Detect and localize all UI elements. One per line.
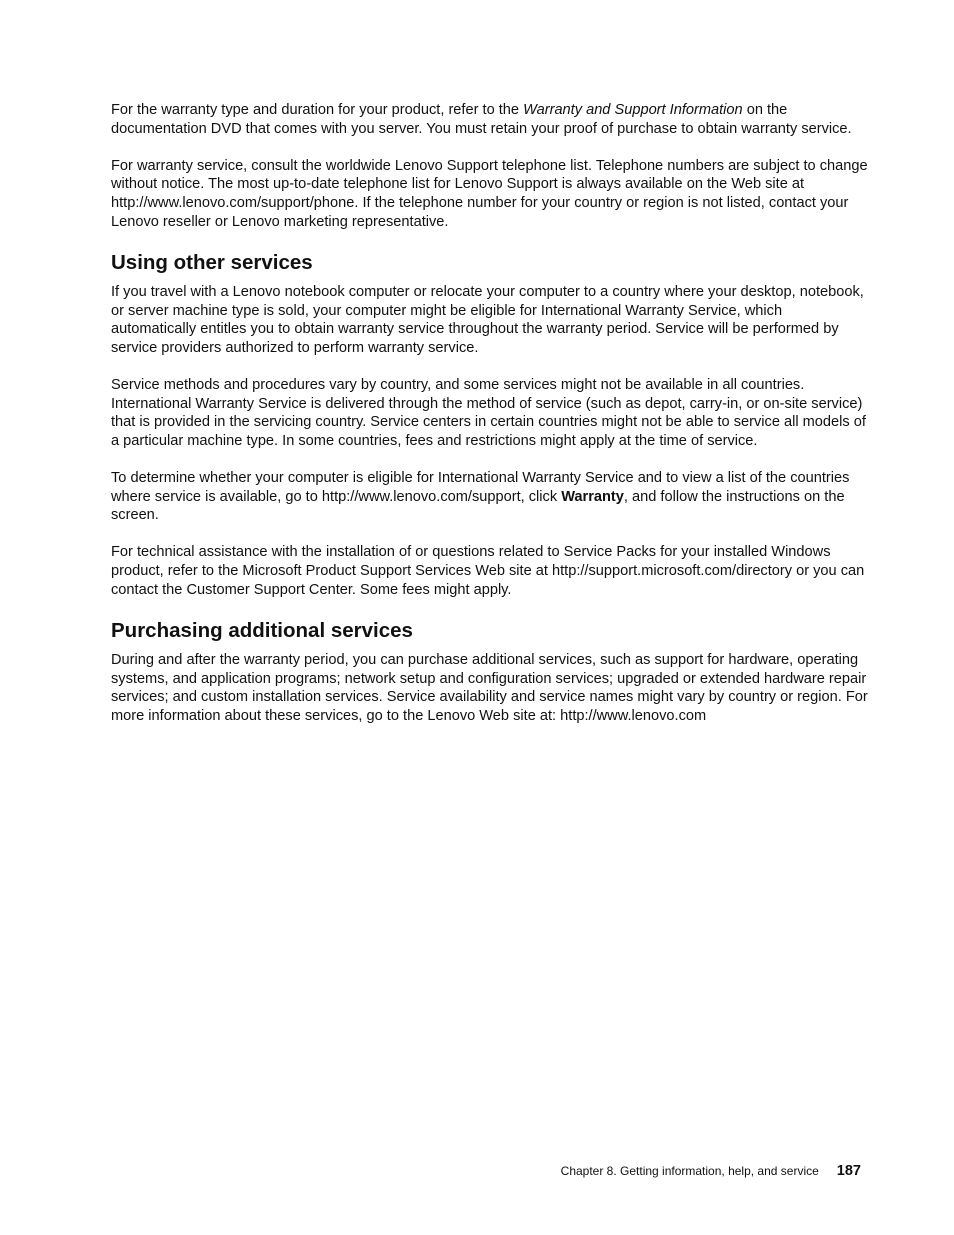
eligibility-paragraph <box>111 469 871 525</box>
eligibility-text-start: To determine whether your computer is eligible for International Warranty Service and to view a list of the countries where service is available, go to http://www.lenovo.com/support, click <box>111 470 850 505</box>
footer-chapter-title: Chapter 8. Getting information, help, and service <box>560 1164 819 1178</box>
technical-assistance-paragraph: For technical assistance with the installation of or questions related to Service Packs for your installed Windows product, refer to the Microsoft Product Support Services Web site at http://support.microsoft.com/directory or you can contact the Customer Support Center. Some fees might apply. <box>111 544 865 598</box>
page-footer <box>561 1163 861 1179</box>
warranty-doc-title: Warranty and Support Information <box>523 102 743 118</box>
service-methods-paragraph: Service methods and procedures vary by country, and some services might not be available in all countries. International Warranty Service is delivered through the method of service (such as depot, carry-in, or on-site service) that is provided in the servicing country. Service centers in certain countries might not be able to service all models of a particular machine type. In some countries, fees and restrictions might apply at the time of service. <box>111 377 866 449</box>
heading-purchasing-additional-services: Purchasing additional services <box>111 619 413 643</box>
page-number: 187 <box>836 1163 861 1179</box>
warranty-service-paragraph: For warranty service, consult the worldwide Lenovo Support telephone list. Telephone numbers are subject to change without notice. The most up-to-date telephone list for Lenovo Support is always available on the Web site at http://www.lenovo.com/support/phone. If the telephone number for your country or region is not listed, contact your Lenovo reseller or Lenovo marketing representative. <box>111 157 868 230</box>
warranty-type-text-end: on the documentation DVD that comes with you server. You must retain your proof of purchase to obtain warranty service. <box>111 102 852 137</box>
warranty-link-label: Warranty <box>561 488 624 505</box>
eligibility-text-end: , and follow the instructions on the screen. <box>111 488 845 524</box>
heading-using-other-services: Using other services <box>111 251 313 275</box>
additional-services-paragraph: During and after the warranty period, you can purchase additional services, such as support for hardware, operating systems, and application programs; network setup and configuration services; upgraded or extended hardware repair services; and custom installation services. Service availability and service names might vary by country or region. For more information about these services, go to the Lenovo Web site at: http://www.lenovo.com <box>111 652 868 725</box>
page-content <box>111 101 871 726</box>
international-warranty-paragraph: If you travel with a Lenovo notebook computer or relocate your computer to a country where your desktop, notebook, or server machine type is sold, your computer might be eligible for International Warranty Service, which automatically entitles you to obtain warranty service throughout the warranty period. Service will be performed by service providers authorized to perform warranty service. <box>111 284 864 356</box>
warranty-type-paragraph <box>111 101 871 138</box>
warranty-type-text-start: For the warranty type and duration for your product, refer to the <box>111 102 524 118</box>
